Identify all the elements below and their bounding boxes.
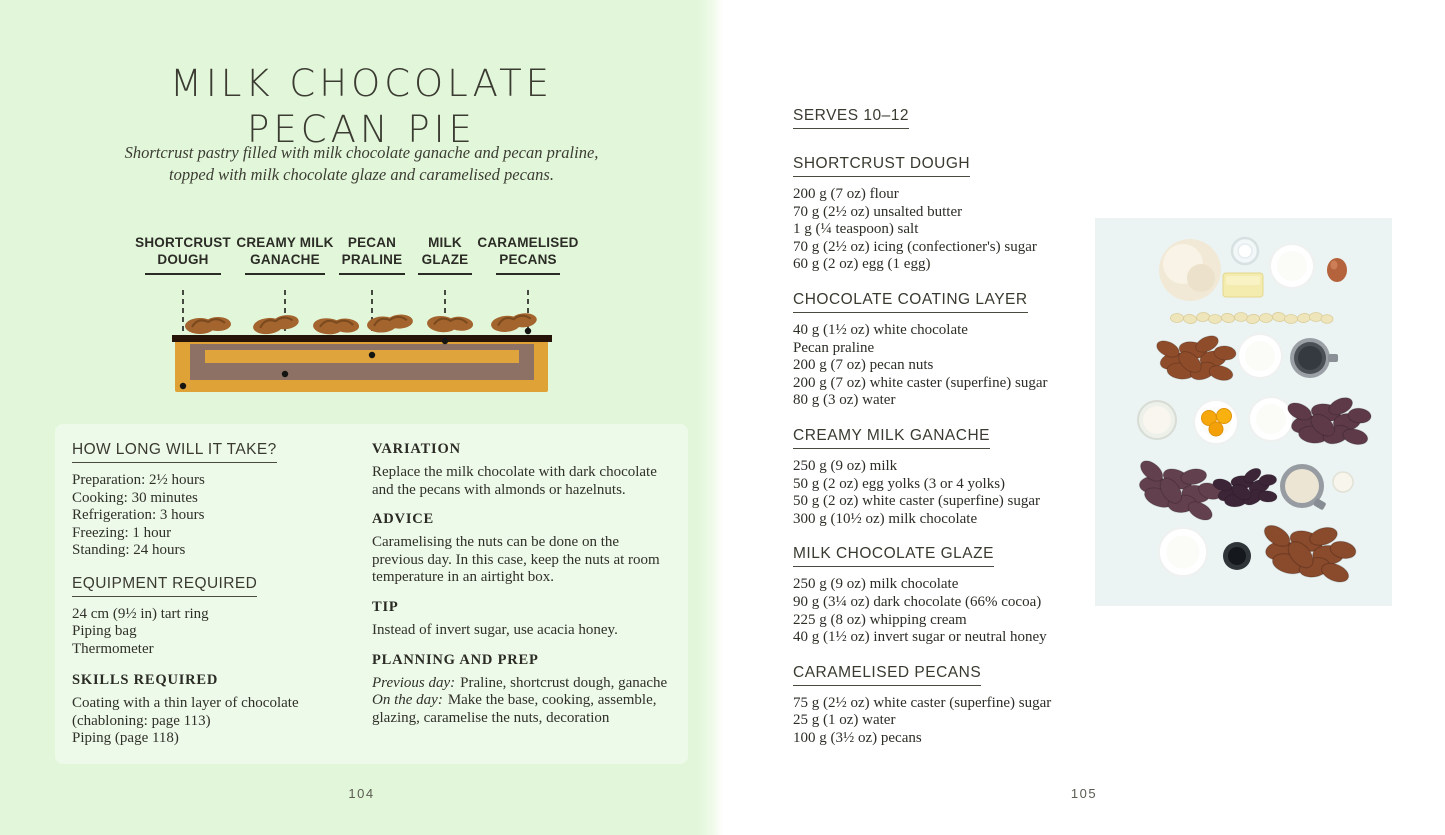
ingredient-line: 70 g (2½ oz) icing (confectioner's) sugar [793,238,1037,255]
how-long-list [72,472,362,560]
ingredient-line: 50 g (2 oz) egg yolks (3 or 4 yolks) [793,475,1006,492]
ingredient-section [793,664,1069,748]
photo-flour [1159,239,1221,301]
how-long-item: Freezing: 1 hour [72,524,172,541]
ingredient-line: 60 g (2 oz) egg (1 egg) [793,256,931,273]
photo-sugar-bowl-2 [1237,333,1283,379]
recipe-subtitle-line1: Shortcrust pastry filled with milk chocolate ganache and pecan praline, [124,143,599,162]
equipment-item: 24 cm (9½ in) tart ring [72,605,209,622]
ingredients-column [793,107,1069,747]
how-long-item: Refrigeration: 3 hours [72,507,205,523]
diagram-label-line1: CARAMELISED [477,235,579,250]
diagram-label-line2: DOUGH [157,252,209,267]
planning-entry-label: Previous day: [372,674,456,691]
planning-entries [372,675,668,728]
photo-sugar-bowl-4 [1158,527,1209,578]
ingredient-line: 100 g (3½ oz) pecans [793,729,922,746]
ingredient-section [793,155,1069,274]
ingredient-line: 200 g (7 oz) pecan nuts [793,357,934,374]
ingredient-section-heading: MILK CHOCOLATE GLAZE [793,545,994,567]
how-long-heading: HOW LONG WILL IT TAKE? [72,441,277,463]
diagram-label-line1: CREAMY MILK [236,235,334,250]
planning-entry [372,692,668,727]
diagram-label-underline [145,273,221,275]
diagram-label-line2: GANACHE [250,252,320,267]
diagram-label [463,234,593,275]
ingredient-line: 40 g (1½ oz) white chocolate [793,321,968,338]
glaze-layer-shape [172,335,552,342]
planning-entry [372,675,668,693]
equipment-item: Piping bag [72,623,137,639]
info-right-column [372,441,668,727]
page-number-right: 105 [1070,786,1098,801]
ingredient-line: 75 g (2½ oz) white caster (superfine) sugar [793,694,1052,711]
photo-sugar-bowl-1 [1269,243,1315,289]
equipment-item: Thermometer [72,640,154,657]
ingredient-section-heading: CARAMELISED PECANS [793,664,981,686]
ingredient-section [793,545,1069,646]
equipment-list [72,606,362,659]
advice-heading: ADVICE [372,511,434,528]
recipe-subtitle [0,142,723,186]
info-left-column [72,441,362,748]
recipe-title-line2: PECAN PIE [247,107,476,151]
tip-text: Instead of invert sugar, use acacia honey. [372,621,618,638]
photo-honey-ball [1333,472,1353,492]
ingredient-line: 90 g (3¼ oz) dark chocolate (66% cocoa) [793,593,1042,610]
recipe-title-line1: MILK CHOCOLATE [169,61,554,105]
diagram-label-line2: PRALINE [341,252,403,267]
photo-egg [1327,258,1347,282]
diagram-label-line1: PECAN [347,235,397,250]
ingredient-list [793,576,1069,646]
ingredient-list [793,186,1069,274]
ingredient-line: 50 g (2 oz) white caster (superfine) sugar [793,493,1040,510]
ingredient-line: 25 g (1 oz) water [793,712,896,729]
ingredients-photo [1095,218,1392,606]
planning-entry-label: On the day: [372,692,443,709]
photo-sugar-bowl-3 [1248,396,1294,442]
ingredient-line: 250 g (9 oz) milk chocolate [793,576,959,593]
how-long-item: Standing: 24 hours [72,542,186,558]
diagram-label-underline [496,273,560,275]
ingredient-line: 200 g (7 oz) white caster (superfine) sugar [793,374,1048,391]
how-long-item: Preparation: 2½ hours [72,472,205,488]
skills-heading: SKILLS REQUIRED [72,672,219,688]
praline-layer-shape [205,350,519,363]
ingredient-list [793,322,1069,410]
ingredient-line: 40 g (1½ oz) invert sugar or neutral honey [793,629,1047,646]
photo-egg-yolks-bowl [1193,399,1239,445]
planning-entry-text: Praline, shortcrust dough, ganache [460,674,668,691]
photo-small-water-cup [1223,542,1251,570]
variation-text: Replace the milk chocolate with dark chocolate and the pecans with almonds or hazelnuts. [372,464,657,498]
ingredient-line: 225 g (8 oz) whipping cream [793,611,967,628]
page-number-left: 104 [348,786,375,801]
skills-item: Coating with a thin layer of chocolate (chabloning: page 113) [72,695,299,729]
advice-text: Caramelising the nuts can be done on the previous day. In this case, keep the nuts at room temperature in an airtight box. [372,534,660,586]
planning-entry-text: Make the base, cooking, assemble, glazing, caramelise the nuts, decoration [372,692,657,726]
skills-list [72,695,362,748]
pie-layers-diagram [130,234,595,404]
planning-heading: PLANNING AND PREP [372,651,539,668]
ingredient-section [793,427,1069,528]
ingredient-section-heading: CREAMY MILK GANACHE [793,427,990,449]
diagram-label-line2: GLAZE [421,252,469,267]
ingredient-section-heading: CHOCOLATE COATING LAYER [793,291,1028,313]
pecans-on-top-shapes [185,312,538,336]
ingredients-photo-illustration [1095,218,1392,606]
ingredient-line: 200 g (7 oz) flour [793,186,899,202]
equipment-heading: EQUIPMENT REQUIRED [72,575,257,597]
ingredient-line: Pecan praline [793,339,875,356]
serves-heading: SERVES 10–12 [793,107,909,129]
ingredient-line: 300 g (10½ oz) milk chocolate [793,510,978,527]
ingredient-section [793,291,1069,410]
ingredient-list [793,695,1069,748]
recipe-subtitle-line2: topped with milk chocolate glaze and caramelised pecans. [169,165,554,184]
photo-butter [1223,273,1263,297]
diagram-label-line1: MILK [428,235,462,250]
diagram-label-line1: SHORTCRUST [135,235,231,250]
recipe-title [0,61,723,153]
ingredient-list [793,458,1069,528]
diagram-label-line2: PECANS [499,252,557,267]
photo-milk-glass [1138,401,1176,439]
tip-heading: TIP [372,598,399,615]
ingredient-section-heading: SHORTCRUST DOUGH [793,155,970,177]
photo-salt-jar [1232,238,1258,264]
ingredient-line: 250 g (9 oz) milk [793,457,898,474]
ingredient-line: 1 g (¼ teaspoon) salt [793,221,919,238]
variation-heading: VARIATION [372,441,461,457]
skills-item: Piping (page 118) [72,730,179,746]
ingredient-line: 80 g (3 oz) water [793,392,896,409]
how-long-item: Cooking: 30 minutes [72,489,198,506]
ingredient-line: 70 g (2½ oz) unsalted butter [793,203,963,220]
ingredient-sections [793,155,1069,747]
